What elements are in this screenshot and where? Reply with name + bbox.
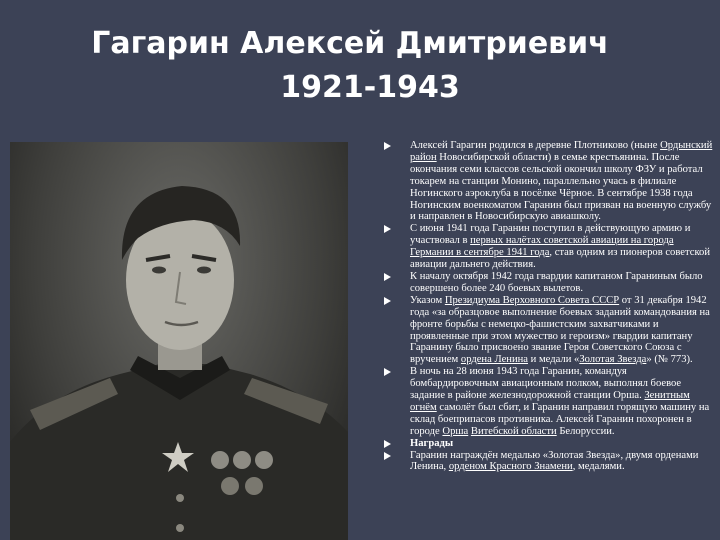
bullet-arrow-icon: [384, 142, 391, 150]
bullet-arrow-icon: [384, 273, 391, 281]
bullet-arrow-icon: [384, 225, 391, 233]
wiki-link[interactable]: Зенитным огнём: [410, 390, 690, 413]
bullet-item: [384, 271, 714, 295]
wiki-link[interactable]: Президиума Верховного Совета СССР: [444, 294, 620, 306]
bullet-arrow-icon: [384, 440, 391, 448]
wiki-link[interactable]: ордена Ленина: [460, 354, 528, 366]
bullet-text: , медалями.: [572, 461, 625, 473]
bullet-text: , став одним из пионеров советской авиации дальнего действия.: [410, 247, 711, 271]
section-heading: Награды: [410, 437, 454, 449]
bullet-text: Алексей Гарагин родился в деревне Плотниково (ныне: [410, 140, 661, 151]
page-subtitle-years: 1921-1943: [280, 70, 460, 105]
bullet-item: [384, 366, 714, 437]
wiki-link[interactable]: Орша: [442, 425, 469, 437]
bullet-arrow-icon: [384, 297, 391, 305]
portrait-photo: [10, 142, 348, 540]
bullet-text: Гаранин награждён медалью «Золотая Звезда», двумя орденами Ленина,: [410, 449, 699, 473]
bullet-text: самолёт был сбит, и Гаранин направил горящую машину на склад боеприпасов противника. Алексей Гаранин похоронен в городе: [410, 401, 710, 437]
bullet-item: [384, 438, 714, 450]
bullet-text: и медали «: [527, 354, 580, 366]
bullet-text: Указом: [410, 294, 445, 306]
bullet-item: [384, 140, 714, 223]
wiki-link[interactable]: Витебской области: [470, 425, 557, 437]
bullet-text: Новосибирской области) в семье крестьянина. После окончания семи классов сельской окончил школу ФЗУ и работал токарем на станции Монино, параллельно учась в филиале Ногинского аэроклуба в посёлке Чёрное. В сентябре 1938 года Ногинским военкоматом Гаранин был призван на военную службу и направлен в Новосибирскую авиашколу.: [410, 151, 712, 223]
bullet-item: [384, 450, 714, 474]
bullet-arrow-icon: [384, 452, 391, 460]
bullet-text: от 31 декабря 1942 года «за образцовое выполнение боевых заданий командования на фронте борьбы с немецко-фашистским захватчиками и проявленные при этом мужество и героизм» гвардии капитану Гаранину было присвоено звание Героя Советского Союза с вручением: [410, 294, 710, 366]
bullet-text: С июня 1941 года Гаранин поступил в действующую армию и участвовал в: [410, 223, 691, 247]
biography-list: [384, 140, 714, 473]
bullet-text: Белоруссии.: [556, 425, 615, 437]
wiki-link[interactable]: Золотая Звезда: [579, 354, 647, 366]
wiki-link[interactable]: первых налётах советской авиации на города Германии в сентябре 1941 года: [410, 235, 674, 259]
bullet-arrow-icon: [384, 368, 391, 376]
bullet-text: » (№ 773).: [646, 354, 693, 366]
bullet-text: В ночь на 28 июня 1943 года Гаранин, командуя бомбардировочным авиационным полком, выполнял боевое задание в районе железнодорожной станции Орша.: [410, 366, 682, 402]
wiki-link[interactable]: орденом Красного Знамени: [448, 461, 573, 473]
bullet-text: К началу октября 1942 года гвардии капитаном Гараниным было совершено более 240 боевых вылетов.: [410, 270, 703, 294]
bullet-item: [384, 223, 714, 271]
bullet-item: [384, 295, 714, 366]
page-title: Гагарин Алексей Дмитриевич: [91, 26, 609, 61]
wiki-link[interactable]: Ордынский район: [410, 140, 713, 163]
